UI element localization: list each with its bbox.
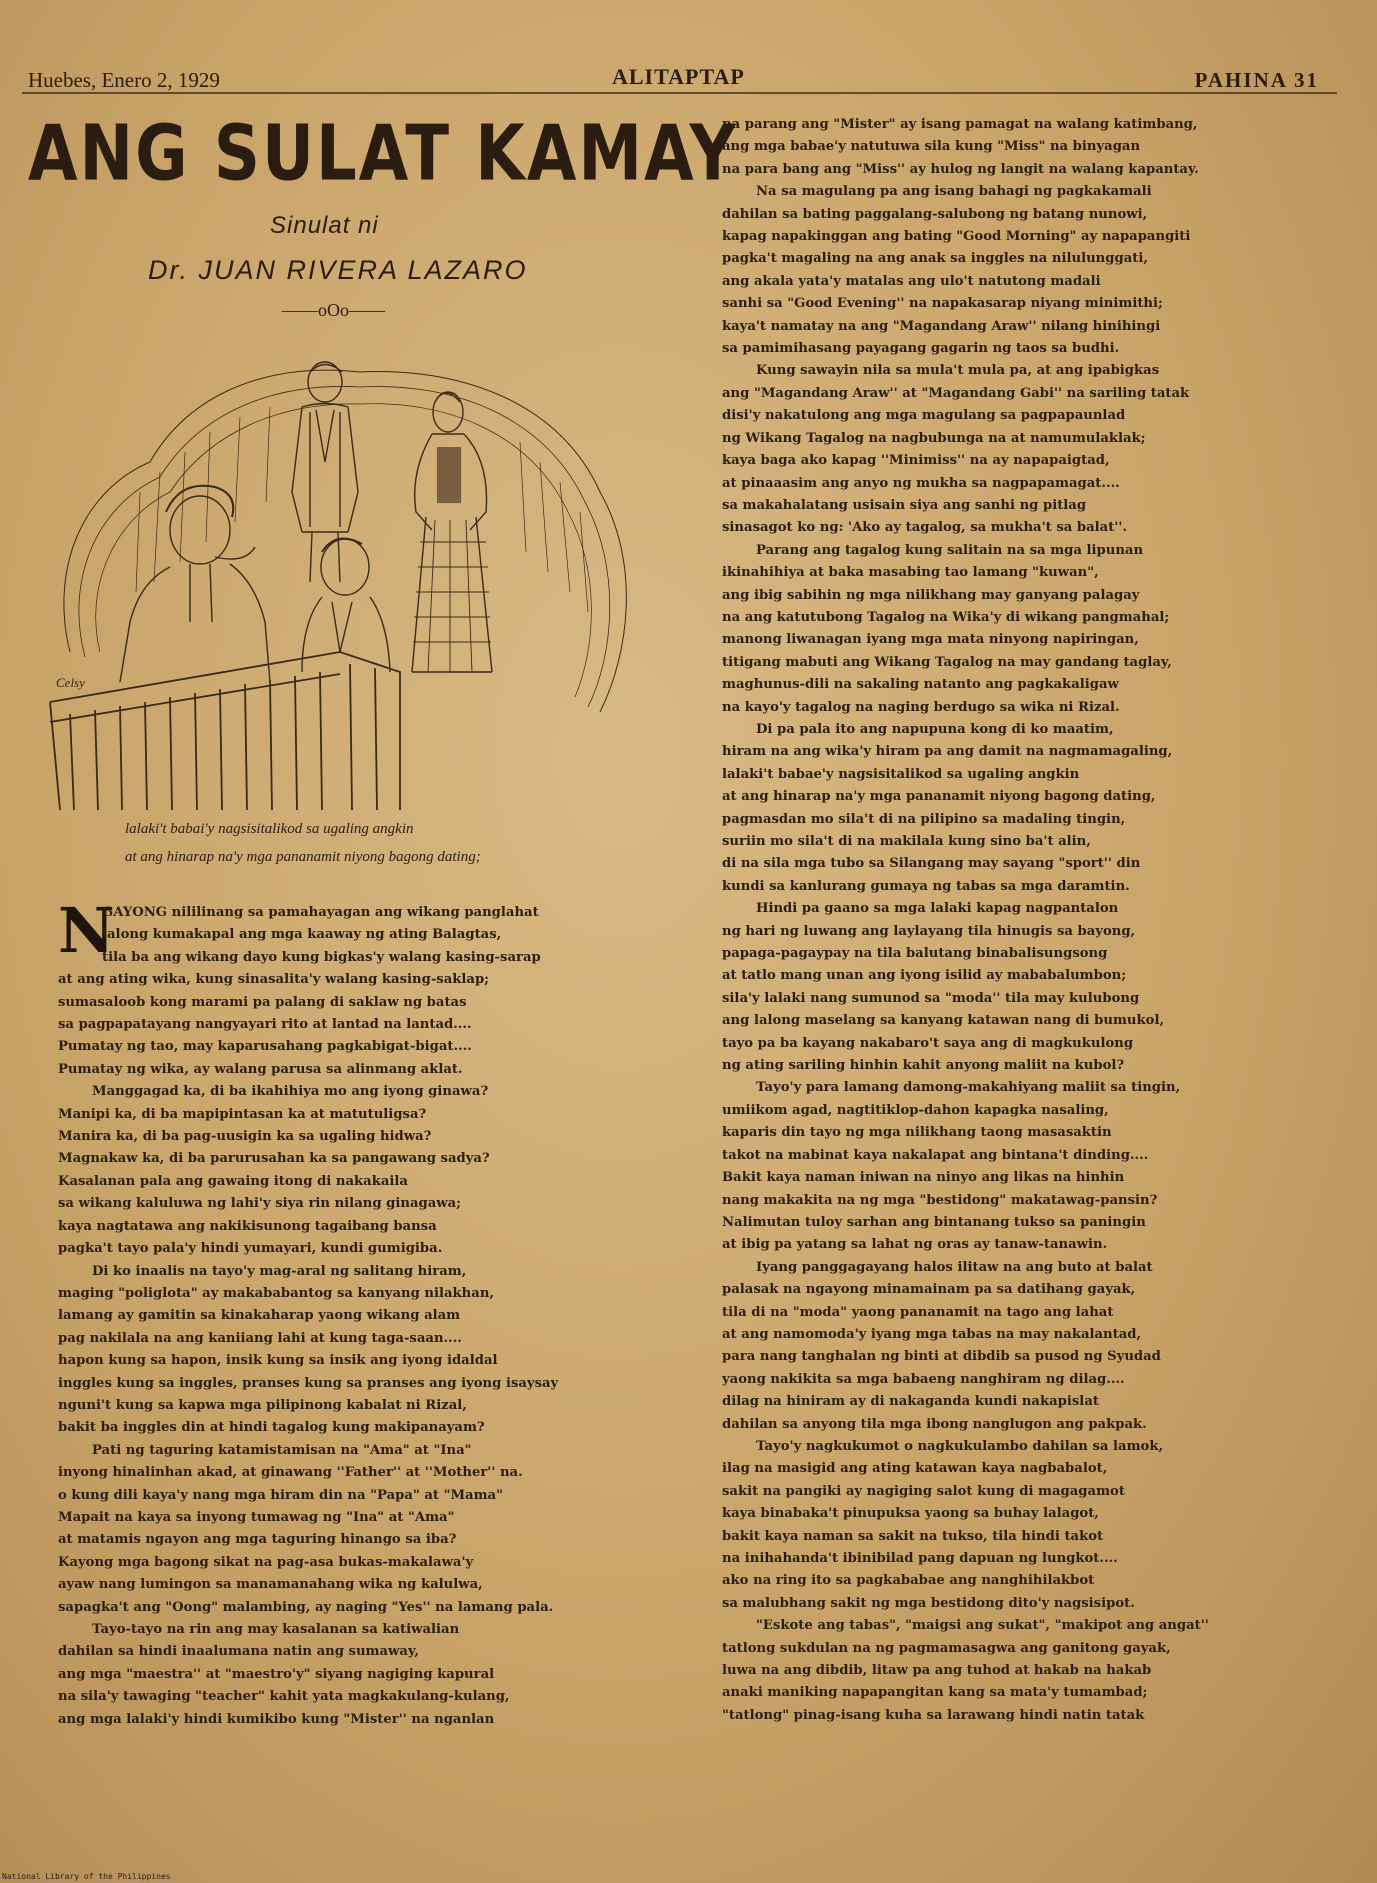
text-line: maging "poliglota" ay makababantog sa kanyang nilakhan, bbox=[58, 1285, 494, 1301]
text-line: at tatlo mang unan ang iyong isilid ay mababalumbon; bbox=[722, 968, 1127, 984]
text-line: Di pa pala ito ang napupuna kong di ko maatim, bbox=[756, 721, 1114, 737]
text-line: Pumatay ng wika, ay walang parusa sa alinmang aklat. bbox=[58, 1061, 463, 1077]
text-line: na sila'y tawaging "teacher" kahit yata magkakulang-kulang, bbox=[58, 1689, 510, 1705]
text-line: inyong hinalinhan akad, at ginawang ''Father'' at ''Mother'' na. bbox=[58, 1465, 523, 1481]
text-line: bakit kaya naman sa sakit na tukso, tila hindi takot bbox=[722, 1528, 1104, 1544]
text-line: ang lalong maselang sa kanyang katawan nang di bumukol, bbox=[722, 1013, 1165, 1029]
text-line: bakit ba inggles din at hindi tagalog kung makipanayam? bbox=[58, 1420, 485, 1436]
text-line: sila'y lalaki nang sumunod sa "moda'' tila may kulubong bbox=[722, 990, 1140, 1006]
text-line: ng Wikang Tagalog na nagbubunga na at namumulaklak; bbox=[722, 430, 1146, 446]
text-line: kaya binabaka't pinupuksa yaong sa buhay lalagot, bbox=[722, 1506, 1099, 1522]
text-line: disi'y nakatulong ang mga magulang sa pagpapaunlad bbox=[722, 408, 1126, 424]
text-line: na parang ang "Mister" ay isang pamagat na walang katimbang, bbox=[722, 117, 1198, 132]
text-line: luwa na ang dibdib, litaw pa ang tuhod at hakab na hakab bbox=[722, 1663, 1152, 1679]
author-name: Dr. JUAN RIVERA LAZARO bbox=[148, 255, 528, 285]
text-line: kaya baga ako kapag ''Minimiss'' na ay napapaigtad, bbox=[722, 453, 1110, 469]
text-line: suriin mo sila't di na makilala kung sino ba't alin, bbox=[722, 834, 1091, 849]
text-line: Di ko inaalis na tayo'y mag-aral ng salitang hiram, bbox=[92, 1263, 467, 1279]
text-line: Manira ka, di ba pag-uusigin ka sa ugaling hidwa? bbox=[58, 1129, 432, 1145]
text-line: lalong kumakapal ang mga kaaway ng ating Balagtas, bbox=[102, 927, 502, 943]
text-line: ang ibig sabihin ng mga nilikhang may ganyang palagay bbox=[722, 587, 1140, 603]
text-line: Hindi pa gaano sa mga lalaki kapag nagpantalon bbox=[756, 901, 1119, 917]
text-line: at matamis ngayon ang mga taguring hinango sa iba? bbox=[58, 1532, 457, 1548]
text-line: at ibig pa yatang sa lahat ng oras ay tanaw-tanawin. bbox=[722, 1237, 1108, 1253]
text-line: dahilan sa hindi inaalumana natin ang sumaway, bbox=[58, 1644, 419, 1660]
text-line: titigang mabuti ang Wikang Tagalog na may gandang taglay, bbox=[722, 654, 1172, 670]
text-line: Kayong mga bagong sikat na pag-asa bukas-makalawa'y bbox=[58, 1554, 474, 1570]
text-line: dahilan sa anyong tila mga ibong nanglugon ang pakpak. bbox=[722, 1416, 1147, 1432]
page-number: PAHINA 31 bbox=[1194, 68, 1319, 92]
text-line: Tayo'y nagkukumot o nagkukulambo dahilan sa lamok, bbox=[756, 1438, 1164, 1454]
text-line: na inihahanda't ibinibilad pang dapuan ng lungkot.... bbox=[722, 1551, 1118, 1566]
text-line: lalaki't babae'y nagsisitalikod sa ugaling angkin bbox=[722, 766, 1080, 782]
text-line: tila ba ang wikang dayo kung bigkas'y walang kasing-sarap bbox=[102, 949, 541, 965]
text-line: takot na mabinat kaya nakalapat ang bintana't dinding.... bbox=[722, 1147, 1149, 1163]
text-line: sakit na pangiki ay nagiging salot kung di magagamot bbox=[722, 1483, 1125, 1499]
text-line: ng hari ng luwang ang laylayang tila hinugis sa bayong, bbox=[722, 923, 1136, 939]
text-line: hiram na ang wika'y hiram pa ang damit na nagmamagaling, bbox=[722, 744, 1173, 760]
text-line: Manggagad ka, di ba ikahihiya mo ang iyong ginawa? bbox=[92, 1084, 489, 1100]
text-line: papaga-pagaypay na tila balutang binabalisungsong bbox=[722, 946, 1108, 962]
text-line: o kung dili kaya'y nang mga hiram din na "Papa" at "Mama" bbox=[58, 1487, 503, 1503]
text-line: Na sa magulang pa ang isang bahagi ng pagkakamali bbox=[756, 184, 1152, 200]
text-line: Tayo'y para lamang damong-makahiyang maliit sa tingin, bbox=[756, 1080, 1181, 1096]
text-line: ako na ring ito sa pagkababae ang nanghihilakbot bbox=[722, 1573, 1095, 1589]
byline-prefix: Sinulat ni bbox=[270, 212, 379, 239]
text-line: at ang hinarap na'y mga pananamit niyong bagong dating, bbox=[722, 789, 1156, 805]
text-line: lamang ay gamitin sa kinakaharap yaong wikang alam bbox=[58, 1308, 461, 1324]
text-line: kaya't namatay na ang "Magandang Araw'' nilang hinihingi bbox=[722, 318, 1161, 334]
text-line: Kung sawayin nila sa mula't mula pa, at ang ipabigkas bbox=[756, 363, 1160, 379]
text-line: sa wikang kaluluwa ng lahi'y siya rin nilang ginagawa; bbox=[58, 1196, 462, 1212]
text-line: hapon kung sa hapon, insik kung sa insik ang iyong idaldal bbox=[58, 1353, 498, 1369]
text-line: pagka't tayo pala'y hindi yumayari, kundi gumigiba. bbox=[58, 1241, 443, 1257]
text-line: GAYONG nililinang sa pamahayagan ang wikang panglahat bbox=[102, 905, 539, 920]
text-line: ng ating sariling hinhin kahit anyong maliit na kubol? bbox=[722, 1058, 1125, 1074]
left-text-column bbox=[58, 894, 658, 1731]
text-line: sapagka't ang "Oong" malambing, ay naging "Yes'' na lamang pala. bbox=[58, 1599, 554, 1615]
text-line: sa pamimihasang payagang gagarin ng taos sa budhi. bbox=[722, 341, 1120, 357]
illustration-caption-line: at ang hinarap na'y mga pananamit niyong bagong dating; bbox=[125, 849, 481, 865]
text-line: ang akala yata'y matalas ang ulo't natutong madali bbox=[722, 273, 1101, 289]
text-line: umiikom agad, nagtitiklop-dahon kapagka nasaling, bbox=[722, 1102, 1109, 1118]
publication-name: ALITAPTAP bbox=[612, 64, 745, 89]
text-line: ang "Magandang Araw'' at "Magandang Gabi'' na sariling tatak bbox=[722, 385, 1190, 401]
text-line: at ang namomoda'y iyang mga tabas na may nakalantad, bbox=[722, 1326, 1142, 1342]
text-line: inggles kung sa inggles, pranses kung sa pranses ang iyong isaysay bbox=[58, 1375, 559, 1391]
text-line: "Eskote ang tabas", "maigsi ang sukat", "makipot ang angat'' bbox=[756, 1618, 1209, 1634]
text-line: palasak na ngayong minamainam pa sa datihang gayak, bbox=[722, 1282, 1136, 1298]
text-line: Tayo-tayo na rin ang may kasalanan sa katiwalian bbox=[92, 1622, 460, 1637]
text-line: na ang katutubong Tagalog na Wika'y di wikang pangmahal; bbox=[722, 609, 1170, 625]
text-line: at pinaaasim ang anyo ng mukha sa nagpapamagat.... bbox=[722, 475, 1120, 491]
text-line: kaparis din tayo ng mga nilikhang taong masasaktin bbox=[722, 1125, 1112, 1141]
text-line: Parang ang tagalog kung salitain na sa mga lipunan bbox=[756, 542, 1144, 558]
text-line: at ang ating wika, kung sinasalita'y walang kasing-saklap; bbox=[58, 972, 490, 988]
text-line: kaya nagtatawa ang nakikisunong tagaibang bansa bbox=[58, 1218, 437, 1234]
text-line: na kayo'y tagalog na naging berdugo sa wika ni Rizal. bbox=[722, 699, 1120, 715]
text-line: kapag napakinggan ang bating "Good Morning" ay napapangiti bbox=[722, 229, 1191, 245]
text-line: sa malubhang sakit ng mga bestidong dito'y nagsisipot. bbox=[722, 1595, 1135, 1611]
text-line: Pati ng taguring katamistamisan na "Ama" at "Ina" bbox=[92, 1442, 472, 1458]
text-line: sumasaloob kong marami pa palang di saklaw ng batas bbox=[58, 994, 467, 1010]
drop-cap: N bbox=[58, 894, 115, 967]
text-line: sa pagpapatayang nangyayari rito at lantad na lantad.... bbox=[58, 1017, 472, 1033]
illustration bbox=[40, 352, 650, 810]
text-line: na para bang ang "Miss'' ay hulog ng langit na walang kapantay. bbox=[722, 161, 1199, 177]
header-rule bbox=[22, 92, 1337, 94]
article-title: ANG SULAT KAMAY bbox=[28, 110, 738, 199]
text-line: yaong nakikita sa mga babaeng nanghiram ng dilag.... bbox=[722, 1371, 1125, 1387]
text-line: para nang tanghalan ng binti at dibdib sa pusod ng Syudad bbox=[722, 1349, 1161, 1365]
text-line: ang mga babae'y natutuwa sila kung "Miss" na binyagan bbox=[722, 139, 1141, 155]
text-line: tatlong sukdulan na ng pagmamasagwa ang ganitong gayak, bbox=[722, 1640, 1171, 1656]
text-line: pagka't magaling na ang anak sa inggles na nilulunggati, bbox=[722, 251, 1148, 267]
text-line: ang mga "maestra'' at "maestro'y" siyang nagiging kapural bbox=[58, 1666, 495, 1682]
text-line: Mapait na kaya sa inyong tumawag ng "Ina" at "Ama" bbox=[58, 1509, 455, 1525]
text-line: Bakit kaya naman iniwan na ninyo ang likas na hinhin bbox=[722, 1170, 1125, 1186]
footer-credit: National Library of the Philippines bbox=[2, 1872, 171, 1881]
text-line: kundi sa kanlurang gumaya ng tabas sa mga daramtin. bbox=[722, 878, 1130, 894]
text-line: tila di na "moda" yaong pananamit na tago ang lahat bbox=[722, 1304, 1114, 1320]
text-line: manong liwanagan iyang mga mata ninyong napiringan, bbox=[722, 632, 1139, 648]
text-line: anaki maniking napapangitan kang sa mata'y tumambad; bbox=[722, 1685, 1148, 1701]
text-line: nguni't kung sa kapwa mga pilipinong kabalat ni Rizal, bbox=[58, 1397, 467, 1413]
text-line: Iyang panggagayang halos ilitaw na ang buto at balat bbox=[756, 1259, 1153, 1275]
illustration-signature: Celsy bbox=[56, 675, 85, 690]
text-line: sanhi sa "Good Evening'' na napakasarap niyang minimithi; bbox=[722, 296, 1163, 312]
text-line: ilag na masigid ang ating katawan kaya nagbabalot, bbox=[722, 1461, 1108, 1477]
text-line: Magnakaw ka, di ba parurusahan ka sa pangawang sadya? bbox=[58, 1151, 490, 1167]
text-line: sinasagot ko ng: 'Ako ay tagalog, sa mukha't sa balat''. bbox=[722, 520, 1127, 536]
illustration-caption-line: lalaki't babai'y nagsisitalikod sa ugaling angkin bbox=[125, 821, 414, 837]
text-line: pag nakilala na ang kaniiang lahi at kung taga-saan.... bbox=[58, 1330, 462, 1346]
text-line: ang mga lalaki'y hindi kumikibo kung "Mister'' na nganlan bbox=[58, 1711, 495, 1727]
text-line: ayaw nang lumingon sa manamanahang wika ng kalulwa, bbox=[58, 1577, 483, 1593]
issue-date: Huebes, Enero 2, 1929 bbox=[28, 68, 220, 92]
text-line: nang makakita na ng mga "bestidong" makatawag-pansin? bbox=[722, 1192, 1158, 1208]
text-line: Nalimutan tuloy sarhan ang bintanang tukso sa paningin bbox=[722, 1214, 1146, 1230]
text-line: Kasalanan pala ang gawaing itong di nakakaila bbox=[58, 1173, 408, 1189]
text-line: dilag na hiniram ay di nakaganda kundi nakapislat bbox=[722, 1394, 1099, 1410]
text-line: maghunus-dili na sakaling natanto ang pagkakaligaw bbox=[722, 677, 1119, 693]
text-line: ikinahihiya at baka masabing tao lamang "kuwan", bbox=[722, 565, 1099, 581]
text-line: "tatlong" pinag-isang kuha sa larawang hindi natin tatak bbox=[722, 1707, 1145, 1723]
right-text-column bbox=[722, 114, 1352, 1727]
title-ornament: ——oOo—— bbox=[282, 300, 385, 320]
text-line: pagmasdan mo sila't di na pilipino sa madaling tingin, bbox=[722, 811, 1126, 827]
text-line: Manipi ka, di ba mapipintasan ka at matutuligsa? bbox=[58, 1106, 427, 1122]
text-line: tayo pa ba kayang nakabaro't saya ang di magkukulong bbox=[722, 1035, 1134, 1051]
text-line: dahilan sa bating paggalang-salubong ng batang nunowi, bbox=[722, 206, 1148, 222]
text-line: Pumatay ng tao, may kaparusahang pagkabigat-bigat.... bbox=[58, 1039, 472, 1055]
text-line: di na sila mga tubo sa Silangang may sayang "sport'' din bbox=[722, 856, 1141, 872]
text-line: sa makahalatang usisain siya ang sanhi ng pitlag bbox=[722, 497, 1087, 513]
